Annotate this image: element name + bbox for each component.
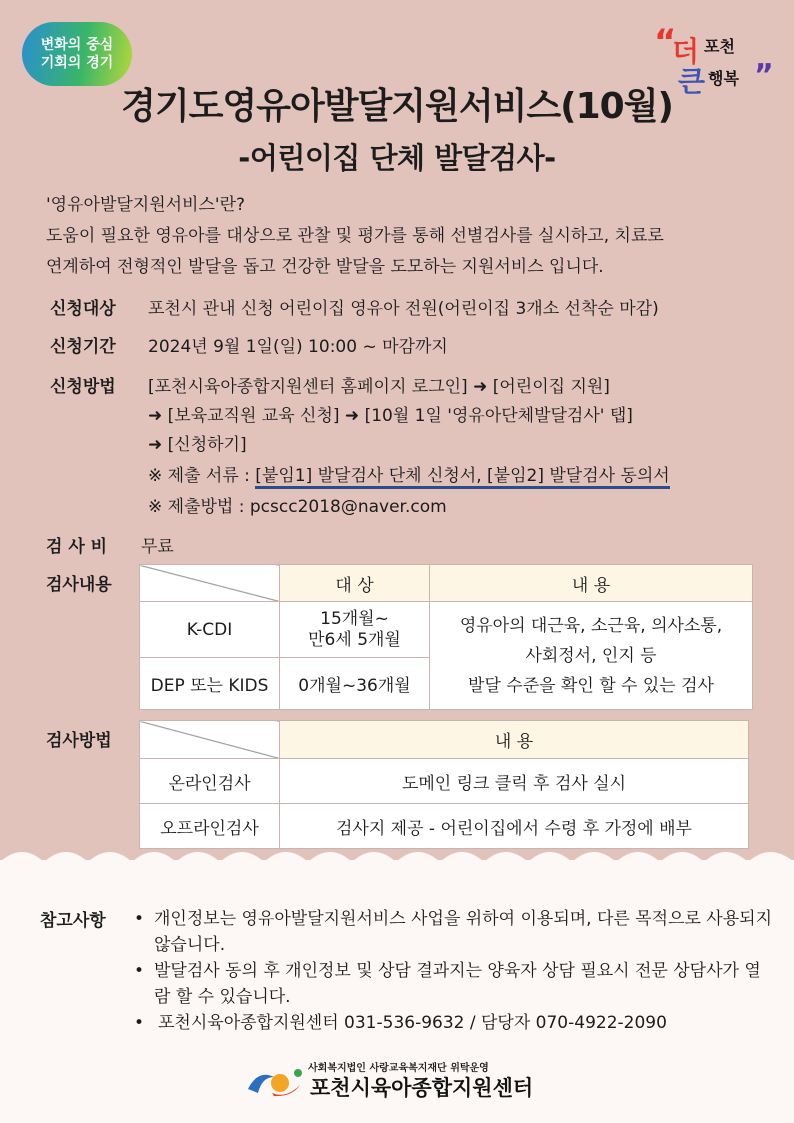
- apply-docs-line: [148, 461, 670, 486]
- notes-item3: • 포천시육아종합지원센터 031-536-9632 / 담당자 070-4922-2090: [132, 1010, 772, 1036]
- content-desc-l3: 발달 수준을 확인 할 수 있는 검사: [468, 675, 714, 696]
- method-table: [139, 720, 749, 849]
- content-row2-target: 0개월~36개월: [280, 658, 430, 710]
- apply-docs-prefix: ※ 제출 서류 :: [148, 466, 256, 486]
- intro-line3: 연계하여 전형적인 발달을 돕고 건강한 발달을 도모하는 지원서비스 입니다.: [46, 257, 604, 277]
- intro-text: [46, 190, 766, 283]
- content-row1-target: [280, 602, 430, 658]
- fee-label: 검 사 비: [46, 537, 108, 557]
- intro-line2: 도움이 필요한 영유아를 대상으로 관찰 및 평가를 통해 선별검사를 실시하고, 치료로: [46, 226, 664, 246]
- intro-line1: '영유아발달지원서비스'란?: [46, 195, 246, 215]
- method-row2-content: 검사지 제공 - 어린이집에서 수령 후 가정에 배부: [280, 804, 749, 849]
- apply-submit-prefix: ※ 제출방법 :: [148, 497, 250, 517]
- method-head-content: 내 용: [280, 721, 749, 759]
- notes-item1: • 개인정보는 영유아발달지원서비스 사업을 위하여 이용되며, 다른 목적으로 사용되지 않습니다.: [132, 906, 772, 958]
- content-table: [139, 564, 753, 710]
- notes-label: 참고사항: [40, 911, 106, 931]
- content-desc-l2: 사회정서, 인지 등: [525, 645, 657, 666]
- content-head-content: 내 용: [430, 565, 753, 602]
- apply-method-line2: ➜ [보육교직원 교육 신청] ➜ [10월 1일 '영유아단체발달검사' 탭]: [148, 406, 633, 426]
- method-table-label: 검사방법: [46, 731, 112, 751]
- content-row1-target-l2: 만6세 5개월: [308, 629, 401, 650]
- apply-target-value: 포천시 관내 신청 어린이집 영유아 전원(어린이집 3개소 선착순 마감): [148, 299, 659, 319]
- page-subtitle: -어린이집 단체 발달검사-: [238, 141, 556, 175]
- slogan-word1: 포천: [704, 37, 735, 56]
- content-row1-target-l1: 15개월~: [320, 608, 389, 629]
- apply-method-line3: ➜ [신청하기]: [148, 435, 247, 455]
- apply-method-line1: [포천시육아종합지원센터 홈페이지 로그인] ➜ [어린이집 지원]: [148, 377, 610, 397]
- content-table-label: 검사내용: [46, 575, 112, 595]
- badge-left-line2: 기회의 경기: [40, 55, 114, 71]
- apply-period-value: 2024년 9월 1일(일) 10:00 ~ 마감까지: [148, 337, 448, 357]
- center-logo-icon: [244, 1063, 306, 1101]
- content-head-target: 대 상: [280, 565, 430, 602]
- notes-item2: • 발달검사 동의 후 개인정보 및 상담 결과지는 양육자 상담 필요시 전문 상담사가 열람 할 수 있습니다.: [132, 958, 772, 1010]
- footer-sub-text: 사회복지법인 사랑교육복지재단 위탁운영: [308, 1063, 489, 1074]
- method-row1-content: 도메인 링크 클릭 후 검사 실시: [280, 759, 749, 804]
- content-table-corner: [140, 565, 280, 602]
- notes-list: [132, 906, 772, 1036]
- slogan-char1: 더: [672, 35, 700, 68]
- content-description: [430, 602, 753, 710]
- method-table-corner: [140, 721, 280, 759]
- fee-value: 무료: [141, 537, 174, 557]
- apply-target-label: 신청대상: [50, 299, 116, 319]
- apply-period-label: 신청기간: [50, 337, 116, 357]
- apply-submit-email[interactable]: pcscc2018@naver.com: [249, 497, 447, 517]
- slogan-char2: 큰: [678, 65, 706, 98]
- slogan-word2: 행복: [708, 69, 739, 88]
- content-row1-name: K-CDI: [140, 602, 280, 658]
- footer-center-name: 포천시육아종합지원센터: [310, 1076, 534, 1100]
- slogan-quote-open: “: [654, 22, 677, 62]
- content-desc-l1: 영유아의 대근육, 소근육, 의사소통,: [459, 615, 723, 636]
- method-row2-name: 오프라인검사: [140, 804, 280, 849]
- badge-left-line1: 변화의 중심: [40, 37, 114, 53]
- slogan-quote-close: ”: [754, 58, 774, 93]
- page-title: 경기도영유아발달지원서비스(10월): [121, 86, 673, 127]
- apply-method-label: 신청방법: [50, 377, 116, 397]
- gyeonggi-logo-badge: [22, 22, 132, 86]
- apply-submit-line: [148, 492, 447, 517]
- method-row1-name: 온라인검사: [140, 759, 280, 804]
- apply-docs-value: [붙임1] 발달검사 단체 신청서, [붙임2] 발달검사 동의서: [255, 466, 669, 489]
- content-row2-name: DEP 또는 KIDS: [140, 658, 280, 710]
